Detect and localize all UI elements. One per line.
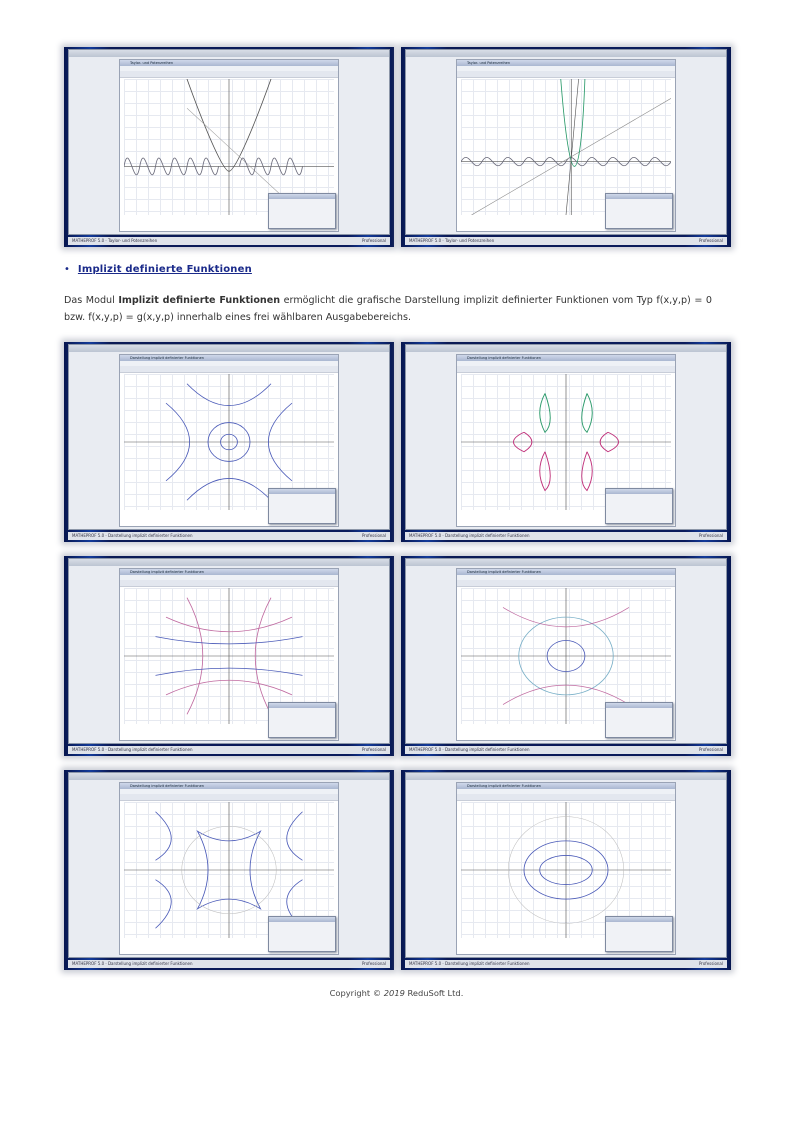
- options-panel[interactable]: [268, 193, 336, 229]
- window-title: Darstellung implizit definierter Funktionen: [457, 783, 675, 789]
- app-window: [68, 49, 390, 235]
- screenshot-implicit-4: [401, 556, 731, 756]
- status-right: Professional: [698, 533, 723, 538]
- screenshot-implicit-3: [64, 556, 394, 756]
- section-bullet: [64, 264, 252, 275]
- paragraph-bold: Implizit definierte Funktionen: [118, 295, 281, 306]
- status-right: Professional: [361, 533, 386, 538]
- status-left: MATHEPROF 5.0 · Darstellung implizit definierter Funktionen: [72, 961, 193, 966]
- window-title: Taylor- und Potenzreihen: [457, 60, 675, 66]
- status-left: MATHEPROF 5.0 · Darstellung implizit definierter Funktionen: [409, 747, 530, 752]
- window-title: Darstellung implizit definierter Funktionen: [120, 569, 338, 575]
- status-left: MATHEPROF 5.0 · Taylor- und Potenzreihen: [72, 238, 158, 243]
- options-panel[interactable]: [268, 702, 336, 738]
- window-title: Taylor- und Potenzreihen: [120, 60, 338, 66]
- status-right: Professional: [698, 747, 723, 752]
- status-left: MATHEPROF 5.0 · Darstellung implizit definierter Funktionen: [409, 961, 530, 966]
- app-window: [405, 49, 727, 235]
- options-panel[interactable]: [605, 916, 673, 952]
- window-title: Darstellung implizit definierter Funktionen: [120, 355, 338, 361]
- screenshot-implicit-6: [401, 770, 731, 970]
- copyright-prefix: Copyright ©: [329, 988, 384, 998]
- description-paragraph: [64, 292, 712, 326]
- screenshot-implicit-2: [401, 342, 731, 542]
- copyright-company: ReduSoft Ltd.: [404, 988, 464, 998]
- window-title: Darstellung implizit definierter Funktionen: [457, 355, 675, 361]
- status-right: Professional: [698, 238, 723, 243]
- section-link-implizit[interactable]: Implizit definierte Funktionen: [77, 264, 252, 275]
- window-title: Darstellung implizit definierter Funktionen: [120, 783, 338, 789]
- status-left: MATHEPROF 5.0 · Darstellung implizit definierter Funktionen: [409, 533, 530, 538]
- options-panel[interactable]: [605, 193, 673, 229]
- status-right: Professional: [361, 961, 386, 966]
- options-panel[interactable]: [605, 488, 673, 524]
- screenshot-taylor-1: [64, 47, 394, 247]
- options-panel[interactable]: [605, 702, 673, 738]
- paragraph-text-1: Das Modul: [64, 295, 119, 306]
- screenshot-implicit-5: [64, 770, 394, 970]
- paragraph-text-2: ermöglicht die grafische Darstellung implizit definierter Funktionen vom Typ f(x,y,p) = 0 bzw. f(x,y,p) = g(x,y,p) innerhalb eines frei wählbaren Ausgabebereichs.: [64, 295, 712, 323]
- options-panel[interactable]: [268, 488, 336, 524]
- status-left: MATHEPROF 5.0 · Darstellung implizit definierter Funktionen: [72, 747, 193, 752]
- options-panel[interactable]: [268, 916, 336, 952]
- status-left: MATHEPROF 5.0 · Taylor- und Potenzreihen: [409, 238, 495, 243]
- status-right: Professional: [361, 238, 386, 243]
- status-right: Professional: [361, 747, 386, 752]
- bullet-icon: •: [64, 264, 70, 275]
- copyright-year: 2019: [383, 988, 405, 998]
- copyright-footer: [0, 988, 793, 998]
- screenshot-implicit-1: [64, 342, 394, 542]
- window-title: Darstellung implizit definierter Funktionen: [457, 569, 675, 575]
- status-left: MATHEPROF 5.0 · Darstellung implizit definierter Funktionen: [72, 533, 193, 538]
- screenshot-taylor-2: [401, 47, 731, 247]
- status-right: Professional: [698, 961, 723, 966]
